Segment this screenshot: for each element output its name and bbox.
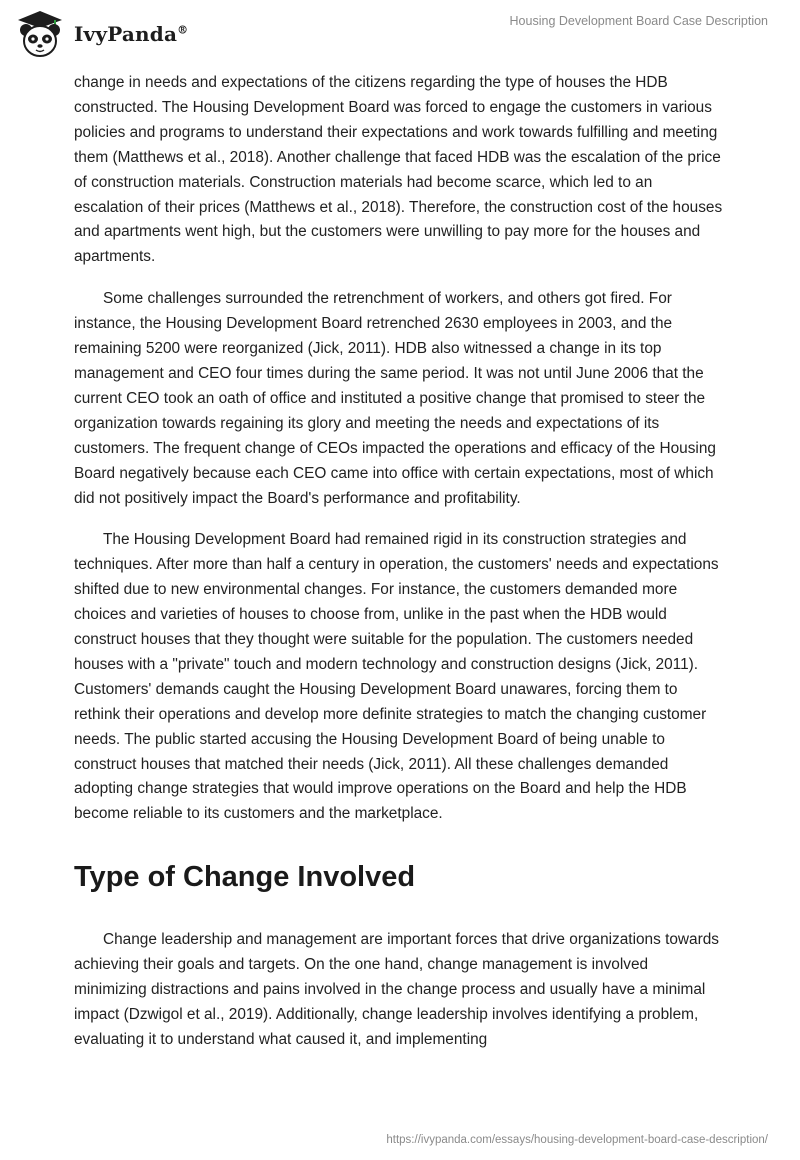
ivypanda-logo[interactable] bbox=[14, 8, 188, 60]
paragraph: Some challenges surrounded the retrenchment of workers, and others got fired. For instance, the Housing Development Board retrenched 2630 employees in 2003, and the remaining 5200 were reorganized (Jick, 2011). HDB also witnessed a change in its top management and CEO four times during the same period. It was not until June 2006 that the current CEO took an oath of office and instituted a positive change that promised to steer the organization towards regaining its glory and meeting the needs and expectations of its customers. The frequent change of CEOs impacted the operations and efficacy of the Housing Board negatively because each CEO came into office with certain expectations, most of which did not positively impact the Board's performance and profitability. bbox=[74, 290, 716, 507]
page-header bbox=[0, 0, 800, 66]
paragraph: The Housing Development Board had remained rigid in its construction strategies and techniques. After more than half a century in operation, the customers' needs and expectations shifted due to new environmental changes. For instance, the customers demanded more choices and varieties of houses to choose from, unlike in the past when the HDB would construct houses that they thought were suitable for the population. The customers needed houses with a "private" touch and modern technology and construction designs (Jick, 2011). Customers' demands caught the Housing Development Board unawares, forcing them to rethink their operations and develop more definite strategies to match the changing customer needs. The public started accusing the Housing Development Board of being unable to construct houses that matched their needs (Jick, 2011). All these challenges demanded adopting change strategies that would improve operations on the Board and help the HDB become reliable to its customers and the marketplace. bbox=[74, 531, 719, 823]
document-title: Housing Development Board Case Description bbox=[509, 14, 768, 28]
brand-name: IvyPanda® bbox=[74, 22, 189, 46]
paragraph: change in needs and expectations of the citizens regarding the type of houses the HDB constructed. The Housing Development Board was forced to engage the customers in various policies and programs to understand their expectations and work towards fulfilling and meeting them (Matthews et al., 2018). Another challenge that faced HDB was the escalation of the price of construction materials. Construction materials had become scarce, which led to an escalation of their prices (Matthews et al., 2018). Therefore, the construction cost of the houses and apartments went high, but the customers were unwilling to pay more for the houses and apartments. bbox=[74, 74, 723, 266]
section-heading: Type of Change Involved bbox=[74, 861, 416, 894]
panda-graduate-icon bbox=[14, 8, 66, 60]
source-url[interactable]: https://ivypanda.com/essays/housing-development-board-case-description/ bbox=[386, 1134, 768, 1146]
paragraph: Change leadership and management are important forces that drive organizations towards achieving their goals and targets. On the one hand, change management is involved minimizing distractions and pains involved in the change process and usually have a minimal impact (Dzwigol et al., 2019). Additionally, change leadership involves identifying a problem, evaluating it to understand what caused it, and implementing bbox=[74, 931, 719, 1048]
essay-content bbox=[74, 71, 724, 1070]
